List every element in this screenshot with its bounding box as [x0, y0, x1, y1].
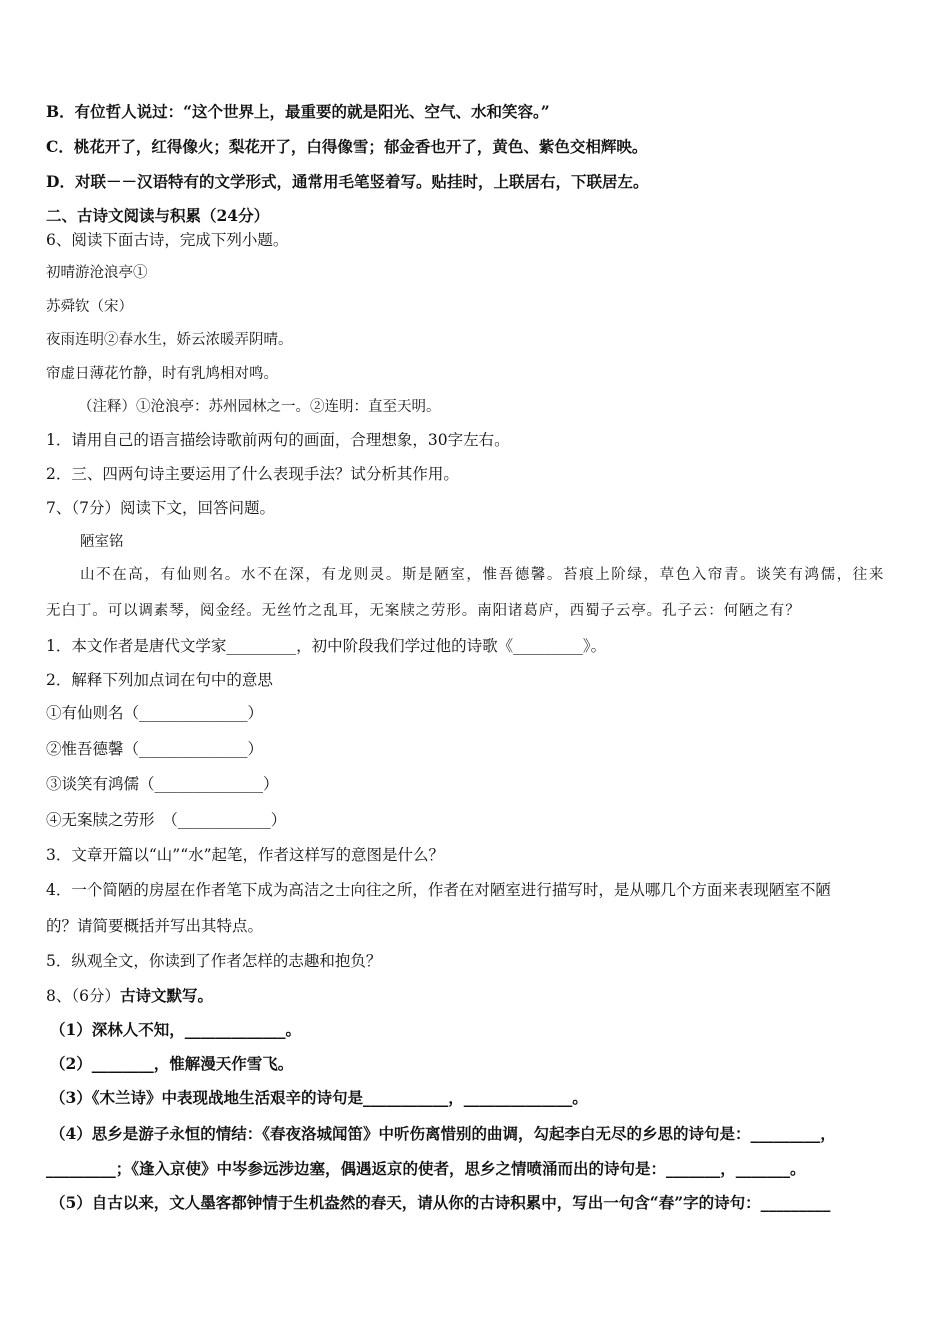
word-item-3: ③谈笑有鸿儒（______________） [46, 775, 279, 793]
question-7-5: 5．纵观全文，你读到了作者怎样的志趣和抱负？ [46, 952, 382, 970]
section-heading: 二、古诗文阅读与积累（24分） [46, 206, 270, 225]
dictation-1: （1）深林人不知，_____________。 [50, 1020, 302, 1039]
dictation-5: （5）自古以来，文人墨客都钟情于生机盎然的春天，请从你的古诗积累中，写出一句含“春”字的诗句：_________ [50, 1193, 831, 1212]
poem-notes: （注释）①沧浪亭：苏州园林之一。②连明：直至天明。 [78, 399, 441, 415]
question-7: 7、（7分）阅读下文，回答问题。 [46, 499, 275, 517]
dictation-2: （2）________，惟解漫天作雪飞。 [50, 1054, 294, 1073]
question-6-1: 1．请用自己的语言描绘诗歌前两句的画面，合理想象，30字左右。 [46, 431, 510, 449]
question-6: 6、阅读下面古诗，完成下列小题。 [46, 231, 289, 249]
question-8-title: 古诗文默写。 [119, 986, 213, 1005]
question-7-4-line-1: 4．一个简陋的房屋在作者笔下成为高洁之士向往之所，作者在对陋室进行描写时，是从哪几个方面来表现陋室不陋 [46, 881, 831, 899]
question-7-1: 1．本文作者是唐代文学家_________，初中阶段我们学过他的诗歌《_________》。 [46, 637, 607, 655]
poem-line-1: 夜雨连明②春水生，娇云浓暖弄阴晴。 [46, 332, 293, 348]
question-6-2: 2．三、四两句诗主要运用了什么表现手法？试分析其作用。 [46, 465, 459, 483]
passage-line-2: 无白丁。可以调素琴，阅金经。无丝竹之乱耳，无案牍之劳形。南阳诸葛庐，西蜀子云亭。孔子云：何陋之有？ [46, 603, 801, 619]
poem-line-2: 帘虚日薄花竹静，时有乳鸠相对鸣。 [46, 366, 278, 382]
passage-title: 陋室铭 [80, 534, 124, 550]
dictation-4-line-2: _________；《逢入京使》中岑参远涉边塞，偶遇返京的使者，思乡之情喷涌而出的诗句是：_______，_______。 [46, 1159, 806, 1178]
option-b: B．有位哲人说过：“这个世界上，最重要的就是阳光、空气、水和笑容。” [46, 102, 550, 121]
word-item-4: ④无案牍之劳形 （____________） [46, 811, 287, 829]
passage-line-1: 山不在高，有仙则名。水不在深，有龙则灵。斯是陋室，惟吾德馨。苔痕上阶绿，草色入帘青。谈笑有鸿儒，往来 [80, 567, 885, 583]
question-7-4-line-2: 的？请简要概括并写出其特点。 [46, 917, 264, 935]
option-d: D．对联－－汉语特有的文学形式，通常用毛笔竖着写。贴挂时，上联居右，下联居左。 [46, 172, 649, 191]
poem-title: 初晴游沧浪亭① [46, 265, 148, 281]
question-8-label: 8、（6分） [46, 987, 120, 1005]
dictation-4-line-1: （4）思乡是游子永恒的情结：《春夜洛城闻笛》中听伤离惜别的曲调，勾起李白无尽的乡思的诗句是：_________， [50, 1124, 836, 1143]
dictation-3: （3）《木兰诗》中表现战地生活艰辛的诗句是___________，______________。 [50, 1088, 588, 1107]
question-7-3: 3．文章开篇以“山”“水”起笔，作者这样写的意图是什么？ [46, 846, 445, 864]
poem-author: 苏舜钦（宋） [46, 299, 133, 315]
option-c: C．桃花开了，红得像火；梨花开了，白得像雪；郁金香也开了，黄色、紫色交相辉映。 [46, 137, 648, 156]
question-7-2: 2．解释下列加点词在句中的意思 [46, 671, 273, 689]
question-8-number [46, 986, 213, 1006]
word-item-2: ②惟吾德馨（______________） [46, 740, 264, 758]
word-item-1: ①有仙则名（______________） [46, 704, 264, 722]
